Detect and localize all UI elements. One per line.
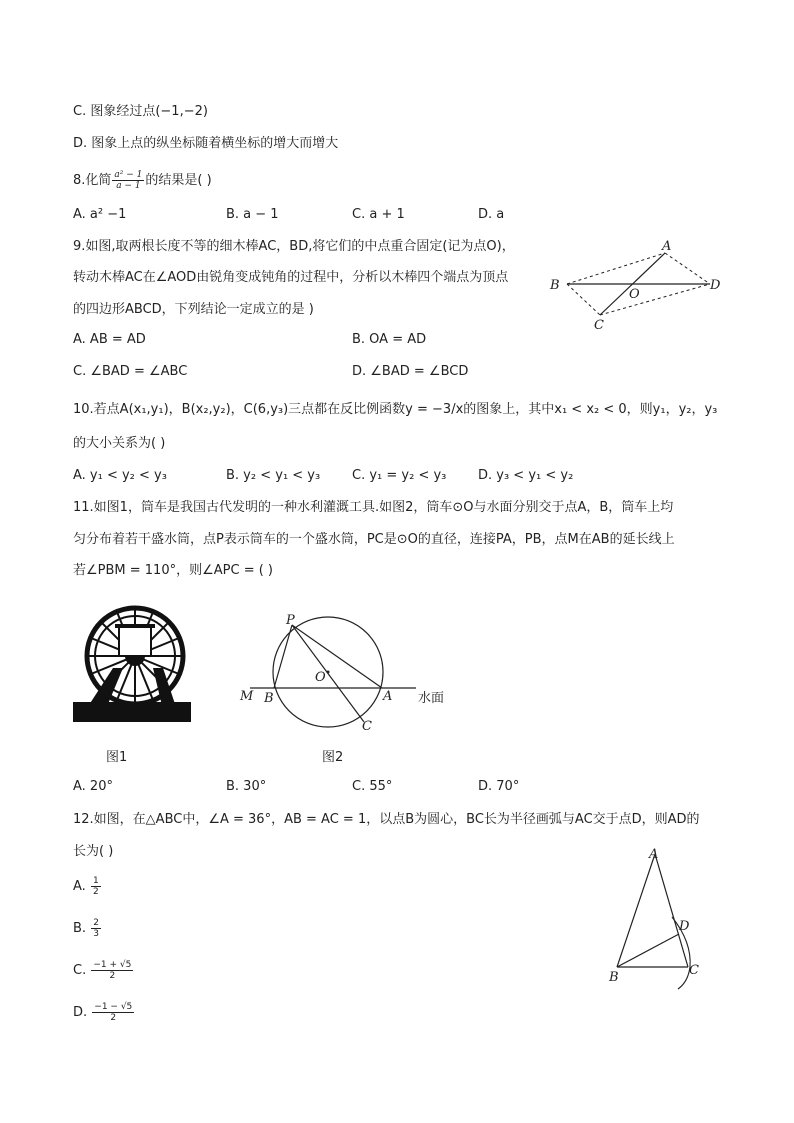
q11-label-p: P (286, 613, 295, 628)
q9-option-c: C. ∠BAD = ∠ABC (73, 364, 188, 379)
q8-option-b: B. a − 1 (226, 207, 279, 222)
q10-option-a: A. y₁ < y₂ < y₃ (73, 468, 167, 483)
q12-option-c-fraction (91, 960, 133, 981)
q12-side-ac (655, 854, 688, 967)
q8-fraction-numerator: a² − 1 (114, 170, 143, 180)
q12-option-b-letter: B. (73, 921, 87, 936)
q12-option-b (73, 918, 102, 939)
q12-option-d-letter: D. (73, 1005, 88, 1020)
q11-label-a: A (383, 689, 393, 704)
q11-option-c: C. 55° (352, 779, 393, 794)
q12-stem-line1: 12.如图，在△ABC中，∠A = 36°，AB = AC = 1，以点B为圆心，BC长为半径画弧与AC交于点D，则AD的 (73, 812, 700, 827)
q10-stem-line2: 的大小关系为( ) (73, 436, 166, 451)
q11-figure1-caption: 图1 (106, 750, 128, 765)
q11-segment-pb (274, 625, 292, 688)
q11-stem-line2: 匀分布着若干盛水筒，点P表示筒车的一个盛水筒，PC是⊙O的直径，连接PA，PB，点M在AB的延长线上 (73, 532, 675, 547)
q12-option-c-denominator: 2 (109, 971, 116, 981)
q11-label-b: B (264, 691, 274, 706)
q8-option-d: D. a (478, 207, 505, 222)
q12-label-a: A (649, 847, 659, 862)
q12-label-d: D (679, 919, 690, 934)
q12-option-c-letter: C. (73, 963, 87, 978)
q12-option-a-fraction (91, 876, 101, 897)
q9-stem-line2: 转动木棒AC在∠AOD由锐角变成钝角的过程中，分析以木棒四个端点为顶点 (73, 270, 509, 285)
q9-stem-line3: 的四边形ABCD，下列结论一定成立的是 ) (73, 302, 314, 317)
q11-label-c: C (362, 719, 372, 734)
q9-label-o: O (629, 287, 640, 302)
q8-option-a: A. a² −1 (73, 207, 127, 222)
q11-option-d: D. 70° (478, 779, 520, 794)
q11-option-a: A. 20° (73, 779, 113, 794)
q10-option-b: B. y₂ < y₁ < y₃ (226, 468, 321, 483)
q8-stem (73, 170, 212, 191)
q8-stem-prefix: 8.化简 (73, 173, 112, 188)
q12-stem-line2: 长为( ) (73, 844, 114, 859)
q9-side-ab (567, 253, 665, 284)
q12-option-a (73, 876, 102, 897)
q12-option-d-numerator: −1 − √5 (94, 1002, 133, 1012)
q11-water-wheel-photo (73, 598, 191, 722)
q9-option-d: D. ∠BAD = ∠BCD (352, 364, 469, 379)
q11-circle-diagram (236, 610, 461, 735)
q12-option-a-denominator: 2 (92, 887, 99, 897)
q9-side-ad (665, 253, 710, 284)
q12-option-d-fraction (92, 1002, 134, 1023)
q9-quadrilateral-figure (545, 238, 730, 333)
q7-option-c: C. 图象经过点(−1,−2) (73, 104, 208, 119)
q9-label-a: A (662, 239, 672, 254)
q12-option-b-fraction (91, 918, 101, 939)
q9-option-a: A. AB = AD (73, 332, 146, 347)
q12-option-b-numerator: 2 (93, 918, 99, 928)
q11-label-m: M (240, 689, 254, 704)
q12-triangle-figure (600, 842, 710, 992)
q10-option-d: D. y₃ < y₁ < y₂ (478, 468, 574, 483)
q11-stem-line3: 若∠PBM = 110°，则∠APC = ( ) (73, 563, 273, 578)
q8-fraction-denominator: a − 1 (116, 181, 141, 191)
q12-option-d (73, 1002, 135, 1023)
q9-label-b: B (550, 278, 560, 293)
q9-stem-line1: 9.如图,取两根长度不等的细木棒AC，BD,将它们的中点重合固定(记为点O)， (73, 239, 515, 254)
q10-option-c: C. y₁ = y₂ < y₃ (352, 468, 447, 483)
q9-option-b: B. OA = AD (352, 332, 427, 347)
q12-option-c-numerator: −1 + √5 (93, 960, 132, 970)
q11-label-o: O (315, 670, 326, 685)
q9-label-d: D (710, 278, 721, 293)
q12-option-a-letter: A. (73, 879, 86, 894)
q12-option-c (73, 960, 134, 981)
q12-option-b-denominator: 3 (93, 929, 99, 939)
q8-option-c: C. a + 1 (352, 207, 405, 222)
q11-stem-line1: 11.如图1，筒车是我国古代发明的一种水利灌溉工具.如图2，筒车⊙O与水面分别交于点A，B，筒车上均 (73, 500, 674, 515)
q12-option-a-numerator: 1 (92, 876, 99, 886)
q7-option-d: D. 图象上点的纵坐标随着横坐标的增大而增大 (73, 136, 339, 151)
q12-label-c: C (689, 963, 699, 978)
q10-stem-line1: 10.若点A(x₁,y₁)，B(x₂,y₂)，C(6,y₃)三点都在反比例函数y = −3/x的图象上，其中x₁ < x₂ < 0，则y₁，y₂，y₃ (73, 402, 718, 417)
q11-water-label: 水面 (418, 691, 445, 706)
q8-fraction (112, 170, 144, 191)
q8-stem-suffix: 的结果是( ) (145, 173, 212, 188)
q12-label-b: B (609, 970, 619, 985)
q9-side-bc (567, 284, 600, 315)
q9-label-c: C (594, 318, 604, 333)
q11-figure2-caption: 图2 (322, 750, 344, 765)
q12-option-d-denominator: 2 (110, 1013, 117, 1023)
q11-option-b: B. 30° (226, 779, 267, 794)
q11-center-dot (327, 671, 330, 674)
